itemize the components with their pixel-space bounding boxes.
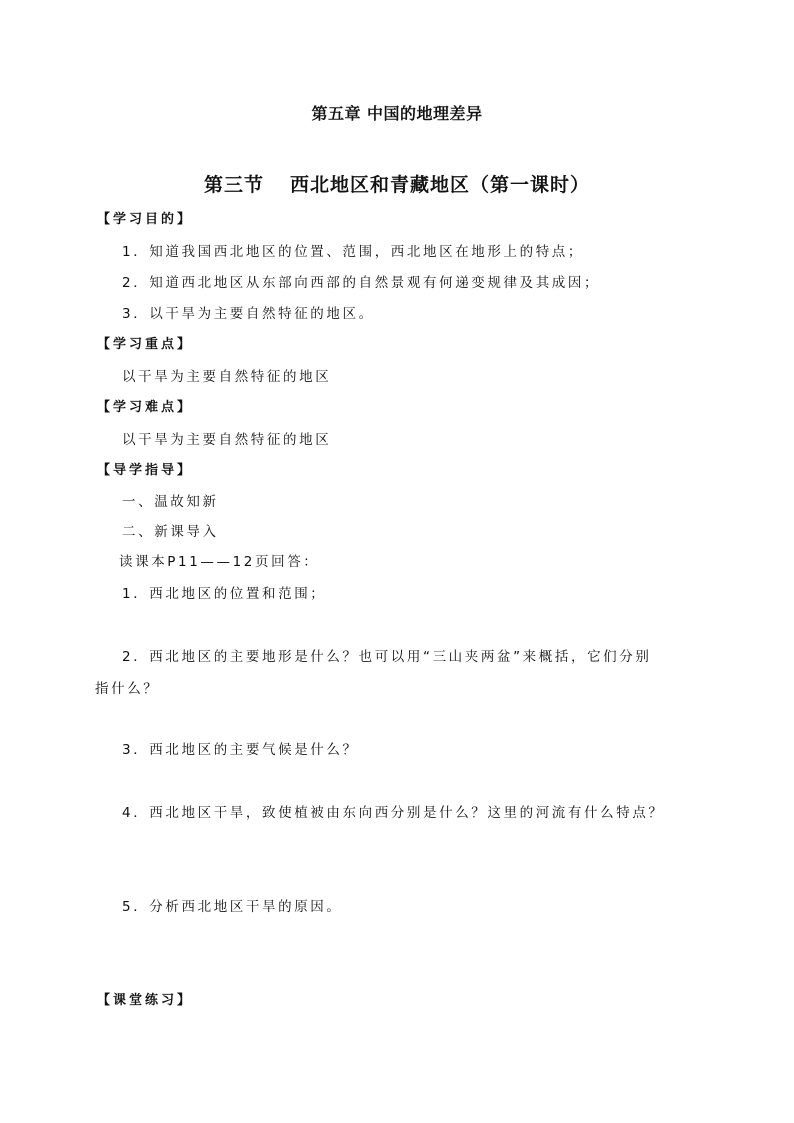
section-name: 西北地区和青藏地区（第一课时） <box>290 174 591 196</box>
question-4: 4．西北地区干旱，致使植被由东向西分别是什么？这里的河流有什么特点？ <box>122 805 665 821</box>
heading-objectives: 【学习目的】 <box>97 212 194 227</box>
question-3: 3．西北地区的主要气候是什么？ <box>122 742 359 758</box>
objective-item-2: 2．知道西北地区从东部向西部的自然景观有何递变规律及其成因； <box>122 275 601 291</box>
objective-item-1: 1．知道我国西北地区的位置、范围，西北地区在地形上的特点； <box>122 244 584 260</box>
heading-guidance: 【导学指导】 <box>97 463 194 478</box>
chapter-title: 第五章 中国的地理差异 <box>311 104 483 123</box>
heading-difficulties: 【学习难点】 <box>97 400 194 415</box>
difficulty-text: 以干旱为主要自然特征的地区 <box>122 432 332 448</box>
section-title <box>0 170 794 197</box>
heading-practice: 【课堂练习】 <box>97 993 194 1008</box>
question-1: 1．西北地区的位置和范围； <box>122 586 327 602</box>
heading-key-points: 【学习重点】 <box>97 337 194 352</box>
question-5: 5．分析西北地区干旱的原因。 <box>122 899 343 915</box>
section-number: 第三节 <box>203 174 264 196</box>
reading-instruction: 读课本P11——12页回答： <box>119 554 320 570</box>
question-2-line-2: 指什么？ <box>95 681 160 697</box>
objective-item-3: 3．以干旱为主要自然特征的地区。 <box>122 306 375 322</box>
guidance-step-2: 二、新课导入 <box>122 524 219 540</box>
question-2-line-1: 2．西北地区的主要地形是什么？也可以用“三山夹两盆”来概括，它们分别 <box>122 649 652 665</box>
guidance-step-1: 一、温故知新 <box>122 494 219 510</box>
key-point-text: 以干旱为主要自然特征的地区 <box>122 369 332 385</box>
